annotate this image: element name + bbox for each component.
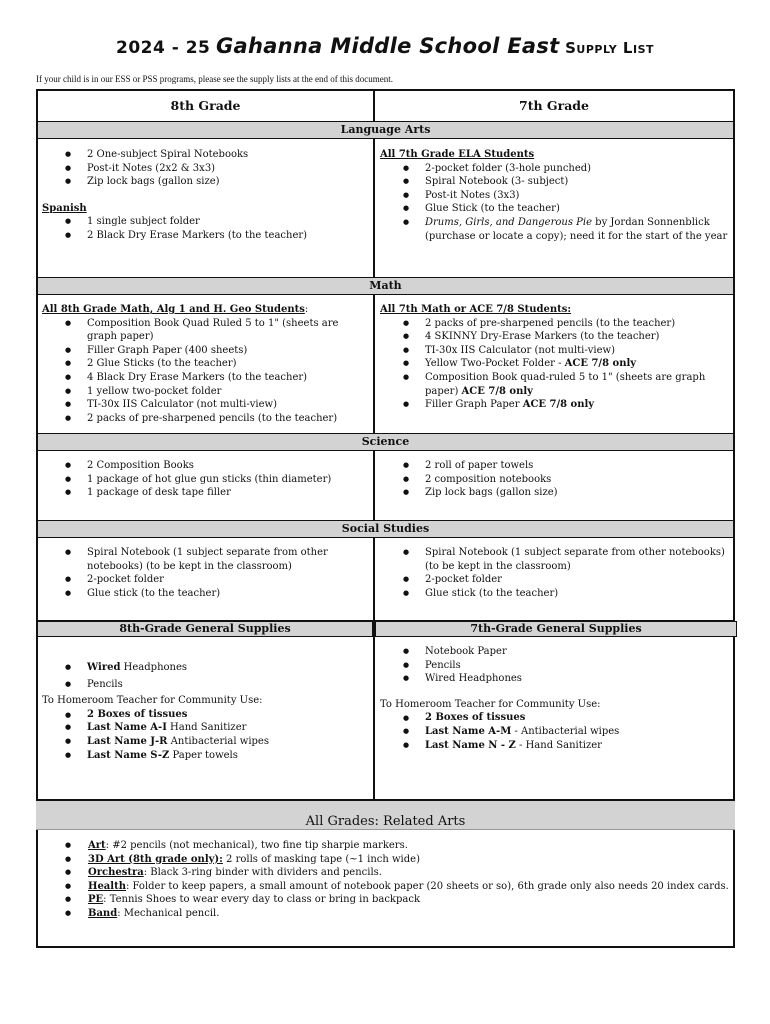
list-item: ● 1 package of hot glue gun sticks (thin diameter) [42,473,370,487]
list-item: ● 2 One-subject Spiral Notebooks [42,148,370,162]
list-item: ● 2 roll of paper towels [380,459,730,473]
ess-pss-note: If your child is in our ESS or PSS programs, please see the supply lists at the end of this document. [36,74,393,84]
list-item: ● TI-30x IIS Calculator (not multi-view) [380,344,730,358]
list-item: ● Wired Headphones [380,672,730,686]
list-item: ● Post-it Notes (2x2 & 3x3) [42,162,370,176]
list-item: ● 2-pocket folder [380,573,730,587]
list-item [36,839,733,853]
general-column-divider [373,620,375,800]
list-item: ● Glue Stick (to the teacher) [380,202,730,216]
column-header-7th: 7th Grade [519,98,589,113]
list-item: ● 2 packs of pre-sharpened pencils (to the teacher) [380,317,730,331]
yellow-folder-text: Yellow Two-Pocket Folder - [425,358,565,370]
title-supply-list: Supply List [565,39,655,57]
science-8th [42,459,370,500]
social-studies-7th [380,546,730,600]
list-item: ● Post-it Notes (3x3) [380,189,730,203]
supply-text: Hand Sanitizer [166,722,247,734]
list-item: ● 1 single subject folder [42,215,370,229]
list-item: ● Zip lock bags (gallon size) [380,486,730,500]
list-item: ● 2 Glue Sticks (to the teacher) [42,357,370,371]
ace-only-label: ACE 7/8 only [522,399,595,411]
list-item: ● Spiral Notebook (1 subject separate from other notebooks) (to be kept in the classroom) [380,546,730,573]
band-language-arts: Language Arts [37,121,734,139]
list-item: ● 2-pocket folder [42,573,370,587]
list-item [36,853,733,867]
supply-text: - Antibacterial wipes [511,725,620,737]
list-item: ● TI-30x IIS Calculator (not multi-view) [42,398,370,412]
ela-heading: All 7th Grade ELA Students [380,149,535,160]
list-item: ● 2-pocket folder (3-hole punched) [380,162,730,176]
list-item [36,907,733,921]
language-arts-7th [380,148,730,243]
related-arts-title: All Grades: Related Arts [305,814,466,829]
book-details: by Jordan Sonnenblick (purchase or locate a copy); need it for the start of the year [425,216,728,242]
list-item [42,721,370,735]
general-7th [380,645,730,752]
list-item [42,735,370,749]
list-item [380,371,730,398]
general-8th [42,661,370,762]
band-math: Math [37,277,734,295]
math-8th-heading-colon: : [304,304,309,315]
list-item: ● Spiral Notebook (3- subject) [380,175,730,189]
related-text: : Mechanical pencil. [117,907,220,919]
filler-text: Filler Graph Paper [425,399,523,411]
book-title: Drums, Girls, and Dangerous Pie [425,216,592,228]
list-item [380,216,730,243]
list-item: ● 2 Boxes of tissues [42,708,370,722]
related-text: : #2 pencils (not mechanical), two fine tip sharpie markers. [105,840,408,851]
list-item: ● Spiral Notebook (1 subject separate from other notebooks) (to be kept in the classroom) [42,546,370,573]
related-text: : Tennis Shoes to wear every day to class or bring in backpack [103,894,421,906]
math-8th [42,303,370,425]
last-name-range: Last Name J-R [87,735,168,747]
title-year: 2024 - 25 [115,38,211,58]
list-item: ● 2 composition notebooks [380,473,730,487]
ace-only-label: ACE 7/8 only [564,358,637,370]
list-item [380,725,730,739]
related-label: Health [88,880,126,892]
list-item: ● Pencils [42,678,370,692]
related-arts-top-rule [36,799,735,801]
related-arts-list [36,839,733,921]
list-item [380,398,730,412]
math-8th-heading: All 8th Grade Math, Alg 1 and H. Geo Students [42,304,305,315]
band-8th-general: 8th-Grade General Supplies [37,621,373,637]
page-title [0,34,770,58]
list-item: ● Glue stick (to the teacher) [42,587,370,601]
list-item: ● 2 Black Dry Erase Markers (to the teacher) [42,229,370,243]
homeroom-note: To Homeroom Teacher for Community Use: [42,695,263,707]
homeroom-note: To Homeroom Teacher for Community Use: [380,698,601,710]
ace-only-label: ACE 7/8 only [461,385,533,397]
list-item: ● Filler Graph Paper (400 sheets) [42,344,370,358]
band-social-studies: Social Studies [37,520,734,538]
supply-text: Paper towels [169,749,238,761]
last-name-range: Last Name A-I [87,722,167,734]
science-7th [380,459,730,500]
last-name-range: Last Name A-M [425,725,512,737]
list-item: ● Zip lock bags (gallon size) [42,175,370,189]
math-7th-heading: All 7th Math or ACE 7/8 Students: [380,304,572,315]
column-header-8th: 8th Grade [170,98,241,113]
list-item: ● Pencils [380,659,730,673]
related-label: Band [88,907,118,919]
list-item: ● 1 yellow two-pocket folder [42,385,370,399]
list-item: ● 2 packs of pre-sharpened pencils (to the teacher) [42,412,370,426]
related-label: PE [88,894,104,906]
related-text: : Black 3-ring binder with dividers and pencils. [143,867,382,879]
list-item [42,749,370,763]
title-school: Gahanna Middle School East [215,34,560,58]
social-studies-8th [42,546,370,600]
band-science: Science [37,433,734,451]
list-item [36,866,733,880]
supply-text: - Hand Sanitizer [515,739,602,751]
list-item [380,739,730,753]
list-item [42,661,370,675]
related-label: 3D Art (8th grade only): [88,853,223,865]
last-name-range: Last Name N - Z [425,739,516,751]
list-item: ● Glue stick (to the teacher) [380,587,730,601]
list-item [36,880,733,894]
list-item: ● Notebook Paper [380,645,730,659]
list-item: ● Composition Book Quad Ruled 5 to 1" (sheets are graph paper) [42,317,370,344]
list-item: ● 4 Black Dry Erase Markers (to the teacher) [42,371,370,385]
related-text: 2 rolls of masking tape (~1 inch wide) [222,853,420,865]
related-label: Art [88,840,106,851]
band-7th-general: 7th-Grade General Supplies [375,621,737,637]
related-text: : Folder to keep papers, a small amount of notebook paper (20 sheets or so), 6th grade only also needs 20 index cards. [125,880,729,892]
list-item [380,357,730,371]
wired-label: Wired [87,662,121,673]
supply-text: Antibacterial wipes [167,735,269,747]
related-label: Orchestra [88,867,144,879]
math-7th [380,303,730,412]
spanish-heading: Spanish [42,202,87,214]
list-item: ● 2 Boxes of tissues [380,711,730,725]
column-divider [373,89,375,637]
comp-book-text: Composition Book quad-ruled 5 to 1" (sheets are graph paper) [425,371,706,397]
list-item: ● 4 SKINNY Dry-Erase Markers (to the teacher) [380,330,730,344]
list-item: ● 1 package of desk tape filler [42,486,370,500]
list-item: ● 2 Composition Books [42,459,370,473]
last-name-range: Last Name S-Z [87,749,170,761]
list-item [36,893,733,907]
language-arts-8th [42,148,370,243]
headphones-text: Headphones [120,662,188,673]
